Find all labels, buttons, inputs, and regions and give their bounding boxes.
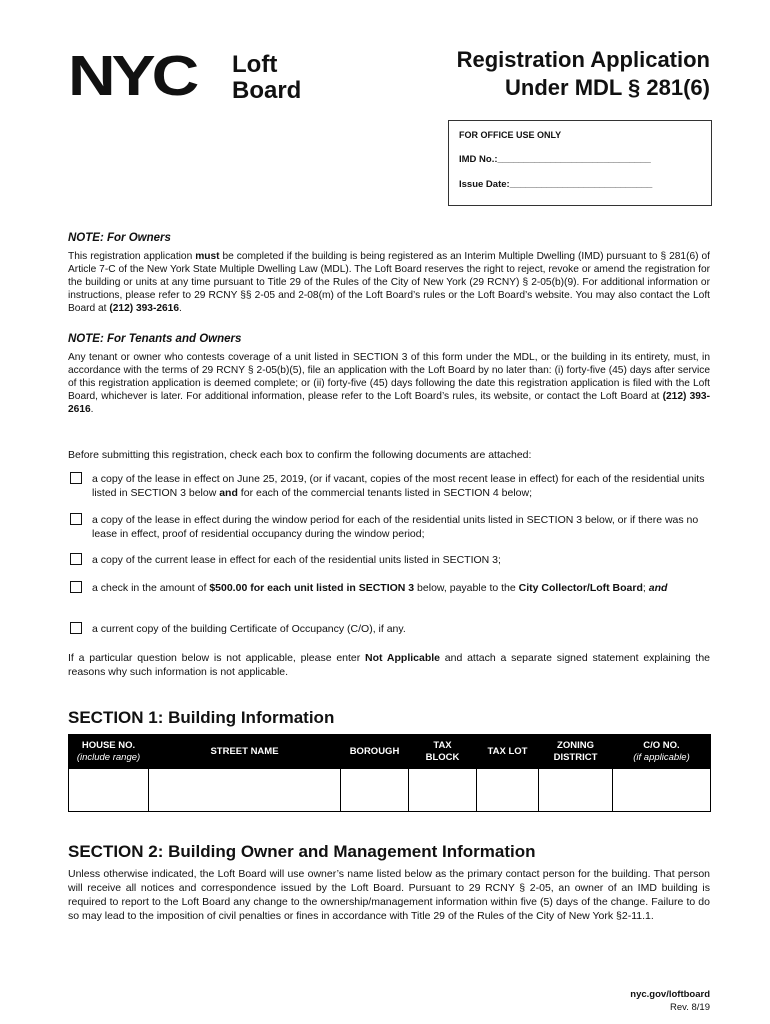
section-2-heading: SECTION 2: Building Owner and Management Information [68, 842, 536, 861]
checklist-item-text: a current copy of the building Certificate of Occupancy (C/O), if any. [92, 623, 406, 635]
checkbox[interactable] [70, 581, 82, 593]
note-owners-heading: NOTE: For Owners [68, 232, 171, 244]
checklist-item-window-period [70, 513, 710, 541]
imd-number-field[interactable]: IMD No.:_____________________________ [459, 154, 651, 165]
office-use-heading: FOR OFFICE USE ONLY [459, 130, 562, 140]
logo-board: Board [232, 77, 302, 104]
note-tenants-heading: NOTE: For Tenants and Owners [68, 333, 242, 345]
borough-input[interactable] [341, 769, 409, 812]
checkbox[interactable] [70, 622, 82, 634]
checkbox[interactable] [70, 513, 82, 525]
checklist-item-check-payment [70, 581, 710, 595]
building-information-table [68, 734, 711, 812]
checklist-item-text: a copy of the lease in effect on June 25, 2019, (or if vacant, copies of the most recent lease in effect) for each of the residential units listed in SECTION 3 below and for each of the commercial tenants listed in SECTION 4 below; [92, 473, 705, 499]
issue-date-field[interactable]: Issue Date:___________________________ [459, 179, 653, 190]
col-street-name: STREET NAME [149, 735, 341, 769]
checklist-item-leases-2019 [70, 472, 710, 500]
footer-url: nyc.gov/loftboard [630, 989, 710, 1000]
checklist-item-certificate-occupancy [70, 622, 710, 636]
col-co-no: C/O NO. (if applicable) [613, 735, 711, 769]
zoning-district-input[interactable] [539, 769, 613, 812]
section-2-text: Unless otherwise indicated, the Loft Board will use owner’s name listed below as the primary contact person for the building. That person will receive all notices and correspondence issued by the Loft Board. Pursuant to 29 RCNY § 2-05, an owner of an IMD building is required to report to the Loft Board any change to the ownership/management information within five (5) days of the change. Failure to do so may lead to the imposition of civil penalties or fines in accordance with Title 29 of the Rules of the City of New York §2-11.1. [68, 868, 710, 922]
title-line-2: Under MDL § 281(6) [505, 75, 710, 100]
col-zoning-district: ZONING DISTRICT [539, 735, 613, 769]
checkbox[interactable] [70, 553, 82, 565]
page-title [457, 46, 710, 102]
co-no-input[interactable] [613, 769, 711, 812]
logo-loft: Loft [232, 51, 278, 78]
tax-block-input[interactable] [409, 769, 477, 812]
note-owners-text: This registration application must be completed if the building is being registered as an Interim Multiple Dwelling (IMD) pursuant to § 281(6) of Article 7-C of the New York State Multiple Dwelling Law (MDL). The Loft Board reserves the right to reject, revoke or amend the registration for the building or units at any time pursuant to Title 29 of the Rules of the City of New York (29 RCNY) § 2-05(b)(9). For additional information or instructions, please refer to 29 RCNY §§ 2-05 and 2-08(m) of the Loft Board’s rules or the Loft Board’s website. You may also contact the Loft Board at (212) 393-2616. [68, 251, 710, 314]
col-tax-block: TAX BLOCK [409, 735, 477, 769]
col-house-no: HOUSE NO. (include range) [69, 735, 149, 769]
col-borough: BOROUGH [341, 735, 409, 769]
checklist-item-text: a check in the amount of $500.00 for each unit listed in SECTION 3 below, payable to the City Collector/Loft Board; and [92, 582, 668, 594]
checklist-intro: Before submitting this registration, check each box to confirm the following documents are attached: [68, 449, 532, 461]
col-tax-lot: TAX LOT [477, 735, 539, 769]
street-name-input[interactable] [149, 769, 341, 812]
checklist-item-text: a copy of the current lease in effect for each of the residential units listed in SECTION 3; [92, 554, 501, 566]
tax-lot-input[interactable] [477, 769, 539, 812]
title-line-1: Registration Application [456, 47, 710, 72]
checkbox[interactable] [70, 472, 82, 484]
footer-revision: Rev. 8/19 [670, 1002, 710, 1013]
office-use-box [448, 120, 712, 206]
table-header-row [69, 735, 711, 769]
not-applicable-instructions: If a particular question below is not applicable, please enter Not Applicable and attach a separate signed statement explaining the reasons why such information is not applicable. [68, 652, 710, 678]
section-1-heading: SECTION 1: Building Information [68, 708, 335, 727]
nyc-loft-board-logo [68, 44, 318, 110]
house-no-input[interactable] [69, 769, 149, 812]
checklist-item-text: a copy of the lease in effect during the window period for each of the residential units listed in SECTION 3 below, or if there was no lease in effect, proof of residential occupancy during the window period; [92, 514, 699, 540]
logo-nyc: NYC [68, 44, 196, 107]
note-tenants-text: Any tenant or owner who contests coverage of a unit listed in SECTION 3 of this form under the MDL, or the building in its entirety, must, in accordance with the terms of 29 RCNY § 2-05(b)(5), file an application with the Loft Board by no later than: (i) forty-five (45) days after service of this registration application is deemed complete; or (ii) forty-five (45) days following the date this registration application is filed with the Loft Board, whichever is later. For additional information, please refer to the Loft Board’s rules, its website, or contact the Loft Board at (212) 393-2616. [68, 352, 710, 415]
table-row [69, 769, 711, 812]
checklist-item-current-lease [70, 553, 710, 567]
